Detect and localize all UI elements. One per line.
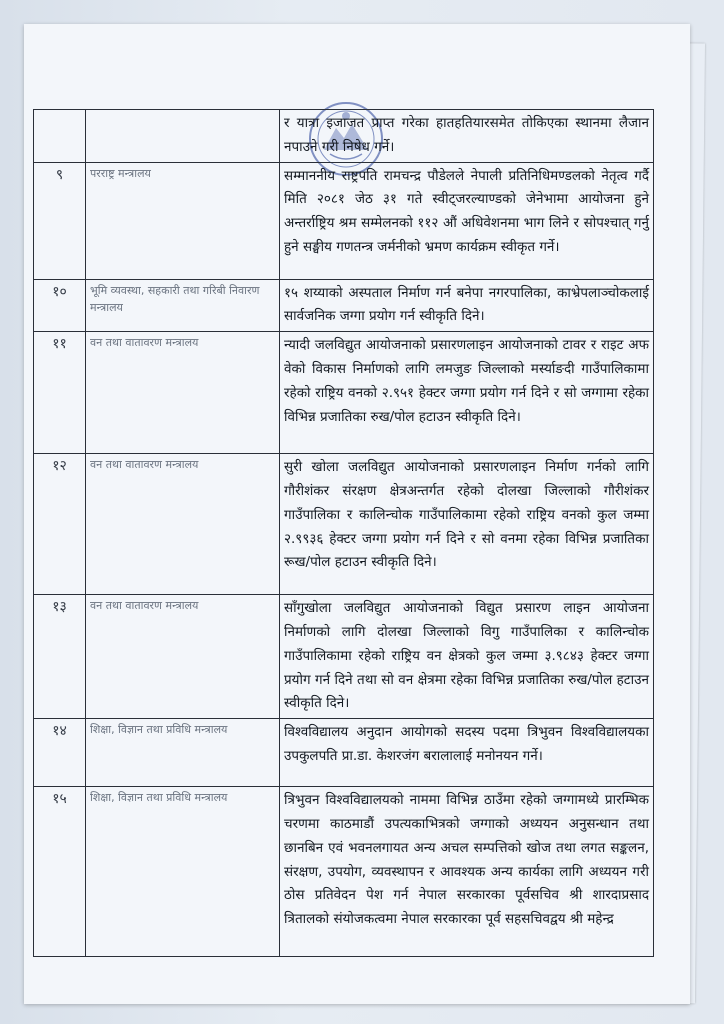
table-row	[34, 332, 654, 454]
row-number: १३	[34, 595, 86, 719]
ministry-cell: वन तथा वातावरण मन्त्रालय	[86, 332, 280, 454]
decision-cell: साँगुखोला जलविद्युत आयोजनाको विद्युत प्रसारण लाइन आयोजना निर्माणको लागि दोलखा जिल्लाको विगु गाउँपालिका र कालिन्चोक गाउँपालिकामा रहेको राष्ट्रिय वन क्षेत्रको कुल जम्मा ३.९८४३ हेक्टर जग्गा प्रयोग गर्न दिने तथा सो वन क्षेत्रमा रहेका विभिन्न प्रजातिका रुख/पोल हटाउन स्वीकृति दिने।	[280, 595, 654, 719]
ministry-cell: शिक्षा, विज्ञान तथा प्रविधि मन्त्रालय	[86, 719, 280, 787]
ministry-cell: भूमि व्यवस्था, सहकारी तथा गरिबी निवारण मन्त्रालय	[86, 279, 280, 332]
decision-cell: विश्वविद्यालय अनुदान आयोगको सदस्य पदमा त्रिभुवन विश्वविद्यालयका उपकुलपति प्रा.डा. केशरजंग बरालालाई मनोनयन गर्ने।	[280, 719, 654, 787]
table-row	[34, 595, 654, 719]
ministry-cell: परराष्ट्र मन्त्रालय	[86, 162, 280, 279]
ministry-cell: वन तथा वातावरण मन्त्रालय	[86, 454, 280, 595]
row-number: १०	[34, 279, 86, 332]
table-row	[34, 110, 654, 163]
decision-cell: त्रिभुवन विश्वविद्यालयको नाममा विभिन्न ठाउँमा रहेको जग्गामध्ये प्रारम्भिक चरणमा काठमाडौं उपत्यकाभित्रको जग्गाको अध्ययन अनुसन्धान तथा छानबिन एवं भवनलगायत अन्य अचल सम्पत्तिको खोज तथा लगत सङ्कलन, संरक्षण, उपयोग, व्यवस्थापन र आवश्यक अन्य कार्यका लागि अध्ययन गरी ठोस प्रतिवेदन पेश गर्न नेपाल सरकारका पूर्वसचिव श्री शारदाप्रसाद त्रितालको संयोजकत्वमा नेपाल सरकारका पूर्व सहसचिवद्वय श्री महेन्द्र	[280, 787, 654, 957]
ministry-cell: वन तथा वातावरण मन्त्रालय	[86, 595, 280, 719]
table-row	[34, 279, 654, 332]
table-row	[34, 719, 654, 787]
decision-cell: न्यादी जलविद्युत आयोजनाको प्रसारणलाइन आयोजनाको टावर र राइट अफ वेको विकास निर्माणको लागि लमजुङ जिल्लाको मर्स्याङदी गाउँपालिकामा रहेको राष्ट्रिय वनको २.९५१ हेक्टर जग्गा प्रयोग गर्न दिने र सो जग्गामा रहेका विभिन्न प्रजातिका रुख/पोल हटाउन स्वीकृति दिने।	[280, 332, 654, 454]
table-row	[34, 162, 654, 279]
row-number: ९	[34, 162, 86, 279]
row-number: १२	[34, 454, 86, 595]
decisions-table	[33, 109, 654, 957]
decision-cell: सम्माननीय राष्ट्रपति रामचन्द्र पौडेलले नेपाली प्रतिनिधिमण्डलको नेतृत्व गर्दै मिति २०८१ जेठ ३१ गते स्वीट्जरल्याण्डको जेनेभामा आयोजना हुने अन्तर्राष्ट्रिय श्रम सम्मेलनको ११२ औं अधिवेशनमा भाग लिने र सोपश्चात् गर्नु हुने सङ्घीय गणतन्त्र जर्मनीको भ्रमण कार्यक्रम स्वीकृत गर्ने।	[280, 162, 654, 279]
row-number: ११	[34, 332, 86, 454]
row-number	[34, 110, 86, 163]
ministry-cell: शिक्षा, विज्ञान तथा प्रविधि मन्त्रालय	[86, 787, 280, 957]
table-row	[34, 787, 654, 957]
row-number: १४	[34, 719, 86, 787]
row-number: १५	[34, 787, 86, 957]
ministry-cell	[86, 110, 280, 163]
table-row	[34, 454, 654, 595]
decision-cell: १५ शय्याको अस्पताल निर्माण गर्न बनेपा नगरपालिका, काभ्रेपलाञ्चोकलाई सार्वजनिक जग्गा प्रयोग गर्न स्वीकृति दिने।	[280, 279, 654, 332]
decision-cell: सुरी खोला जलविद्युत आयोजनाको प्रसारणलाइन निर्माण गर्नको लागि गौरीशंकर संरक्षण क्षेत्रअन्तर्गत रहेको दोलखा जिल्लाको गौरीशंकर गाउँपालिका र कालिन्चोक गाउँपालिकामा रहेको राष्ट्रिय वनको कुल जम्मा २.९९३६ हेक्टर जग्गा प्रयोग गर्न दिने र सो वनमा रहेका विभिन्न प्रजातिका रूख/पोल हटाउन स्वीकृति दिने।	[280, 454, 654, 595]
decision-cell: र यात्रा इजाजत प्राप्त गरेका हातहतियारसमेत तोकिएका स्थानमा लैजान नपाउने गरी निषेध गर्ने।	[280, 110, 654, 163]
